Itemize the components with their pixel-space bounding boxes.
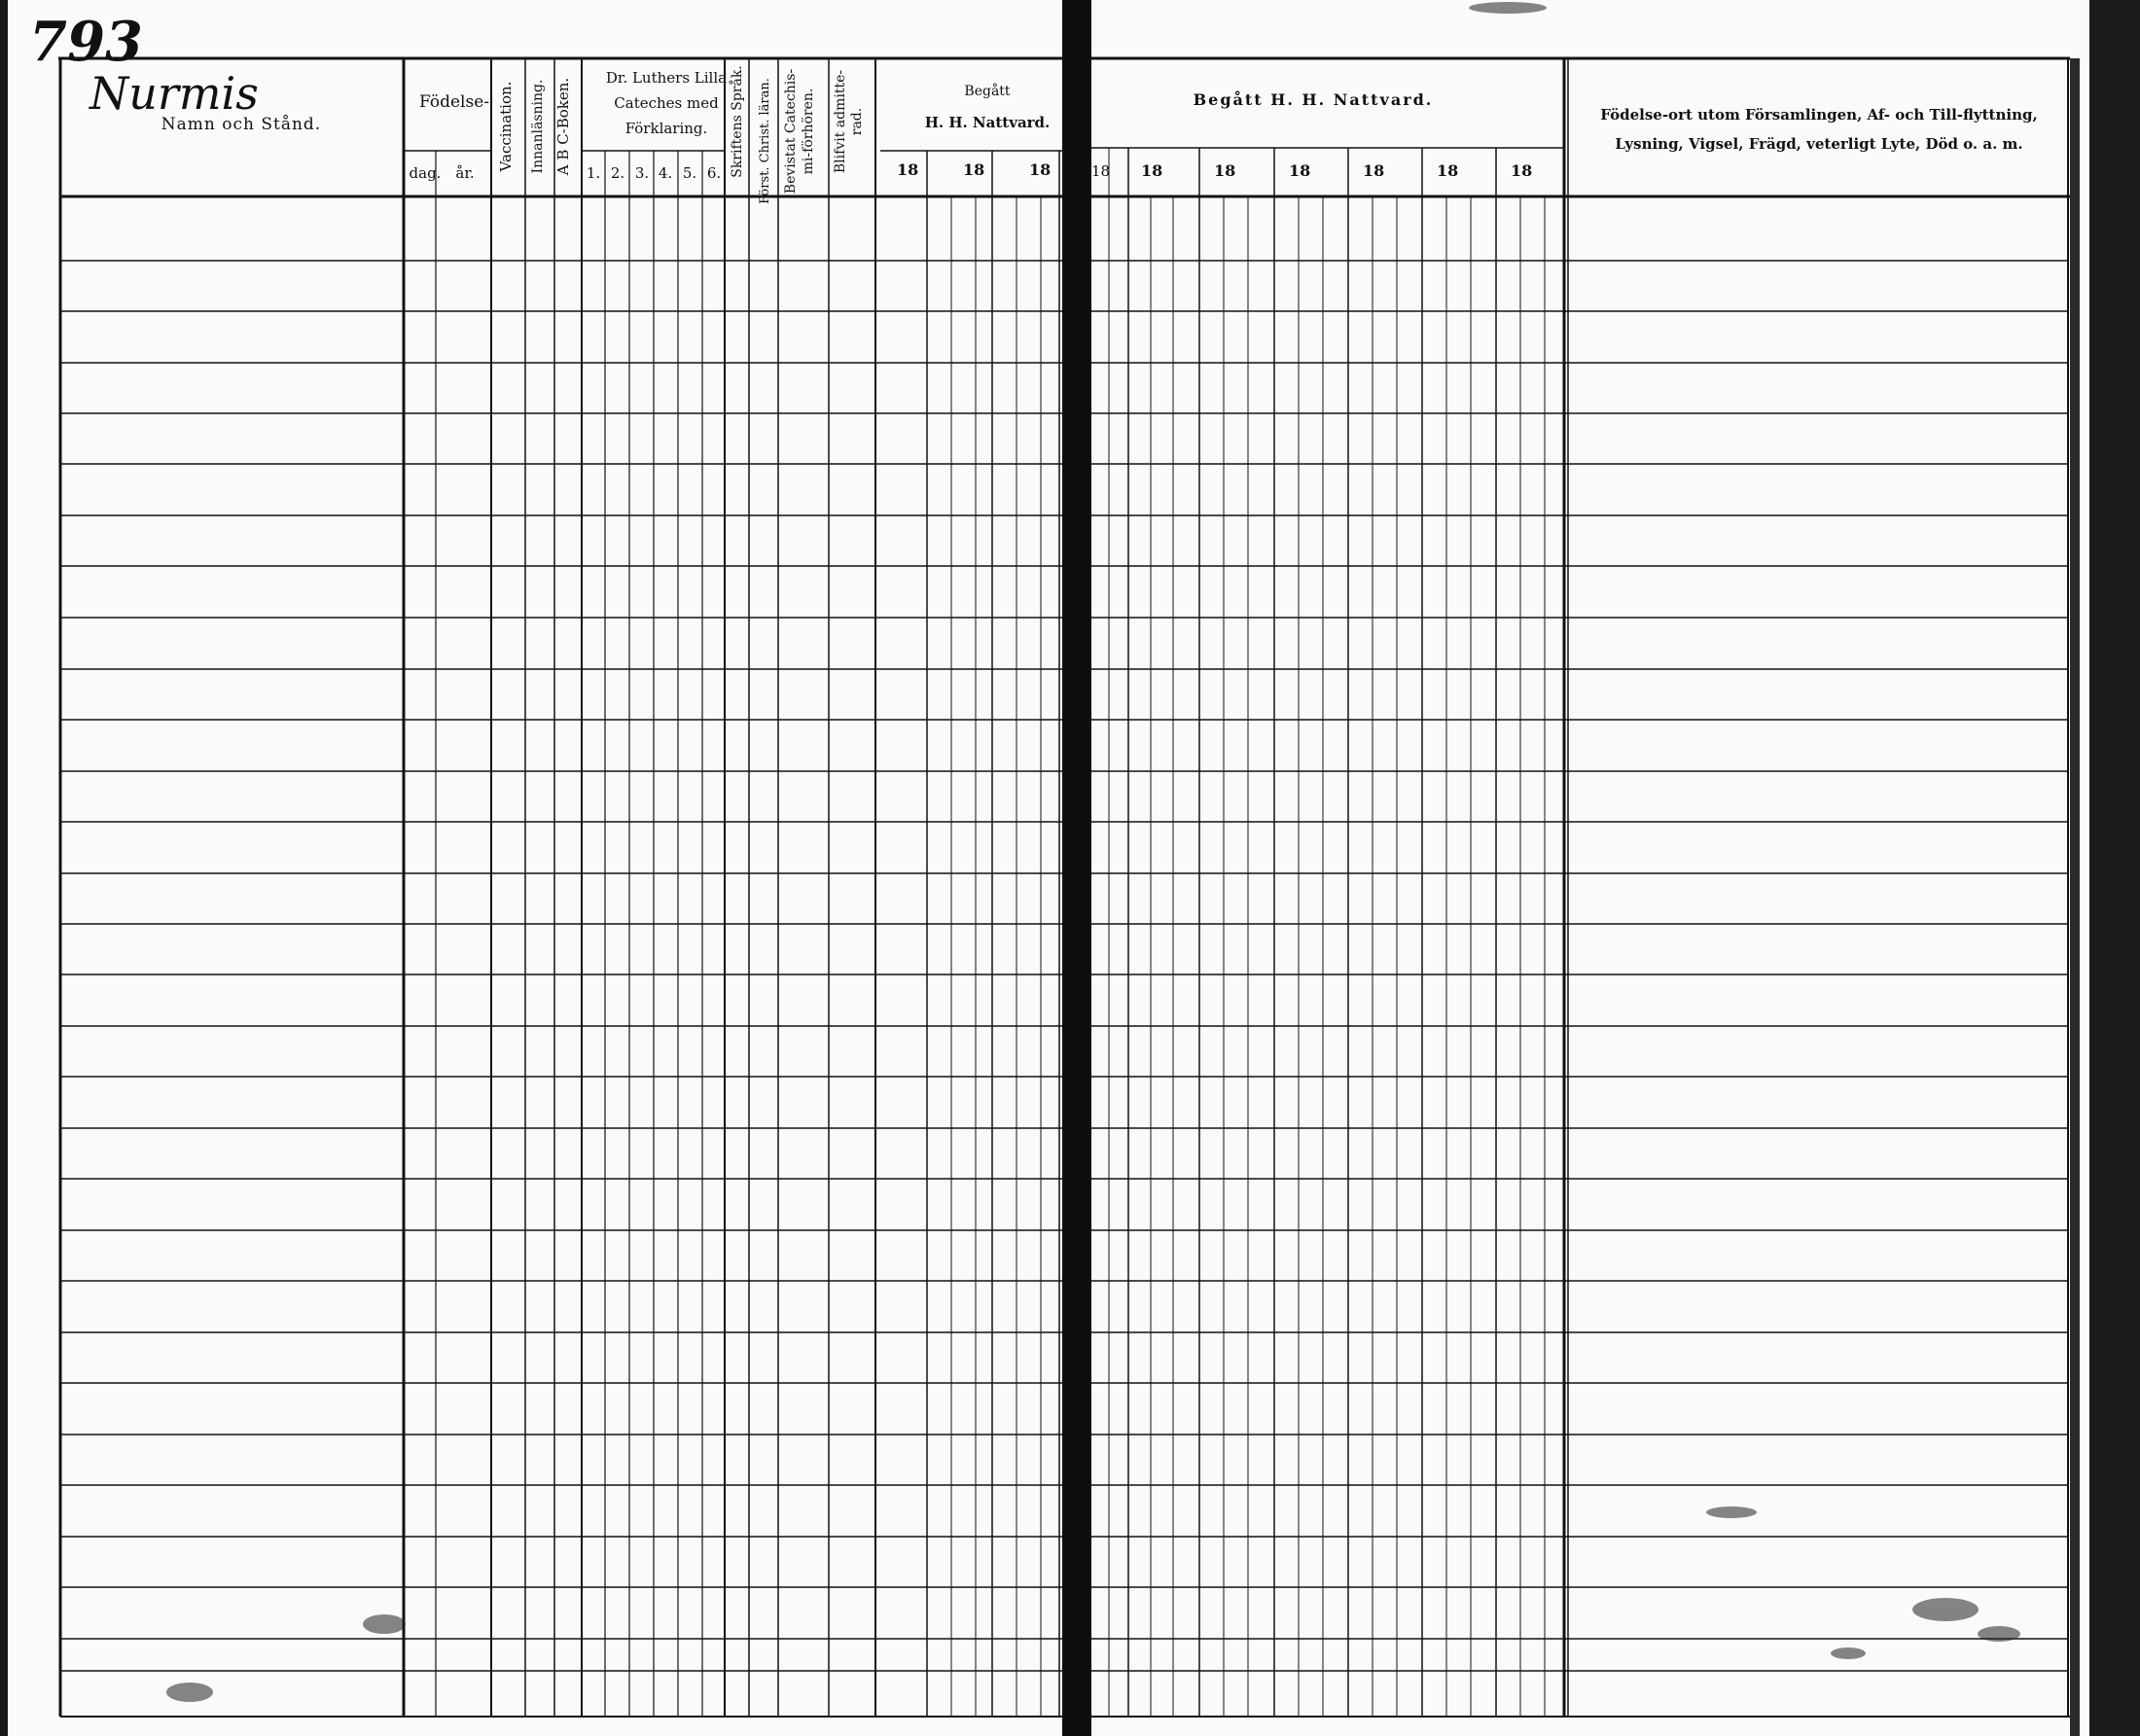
year-prefix: 18: [1437, 161, 1459, 180]
skriftens-sprak-header: Skriftens Språk.: [730, 65, 745, 178]
communion-header-right: Begått H. H. Nattvard.: [1193, 90, 1434, 109]
luther-header-line3: Förklaring.: [624, 120, 708, 137]
forst-christ-header: Först. Christ. läran.: [758, 78, 772, 204]
communion-header-line1: Begått: [964, 84, 1011, 99]
luther-number: 1.: [586, 164, 601, 182]
luther-header-line2: Cateches med: [614, 94, 719, 112]
year-prefix: 18: [1029, 160, 1052, 179]
birth-year-header: år.: [455, 164, 475, 182]
luther-number: 2.: [610, 164, 625, 182]
luther-number: 3.: [634, 164, 650, 182]
year-prefix: 18: [897, 160, 919, 179]
year-prefix: 18: [1363, 161, 1385, 180]
communion-header-line2: H. H. Nattvard.: [924, 114, 1051, 131]
luther-header-line1: Dr. Luthers Lilla: [605, 69, 728, 87]
luther-number: 5.: [682, 164, 697, 182]
name-column-header: Namn och Stånd.: [160, 115, 322, 134]
remarks-header-line1: Födelse-ort utom Församlingen, Af- och Till-flyttning,: [1600, 106, 2038, 124]
luther-number: 4.: [658, 164, 673, 182]
bevistat-header-line1: Bevistat Catechis-: [783, 68, 799, 195]
page-number: 793: [29, 10, 143, 74]
year-prefix: 18: [1511, 161, 1533, 180]
year-prefix: 18: [1289, 161, 1311, 180]
right-page-edge: [2089, 0, 2140, 1736]
blifvit-header-line1: Blifvit admitte-: [833, 69, 848, 174]
year-prefix: 18: [1091, 162, 1111, 180]
year-prefix: 18: [1141, 161, 1163, 180]
book-gutter: [1062, 0, 1091, 1736]
village-name: Nurmis: [89, 67, 259, 120]
blifvit-header-line2: rad.: [849, 107, 865, 136]
year-prefix: 18: [1214, 161, 1236, 180]
left-page-edge: [0, 0, 8, 1736]
remarks-header-line2: Lysning, Vigsel, Frägd, veterligt Lyte, Död o. a. m.: [1615, 135, 2023, 153]
bevistat-header-line2: mi-förhören.: [801, 88, 816, 175]
year-prefix: 18: [963, 160, 985, 179]
innanlasning-header: Innanläsning.: [530, 79, 546, 174]
birth-day-header: dag.: [409, 164, 442, 182]
vaccination-header: Vaccination.: [497, 81, 515, 172]
abc-boken-header: A B C-Boken.: [554, 77, 572, 176]
birth-header: Födelse-: [418, 92, 490, 112]
luther-number: 6.: [706, 164, 722, 182]
